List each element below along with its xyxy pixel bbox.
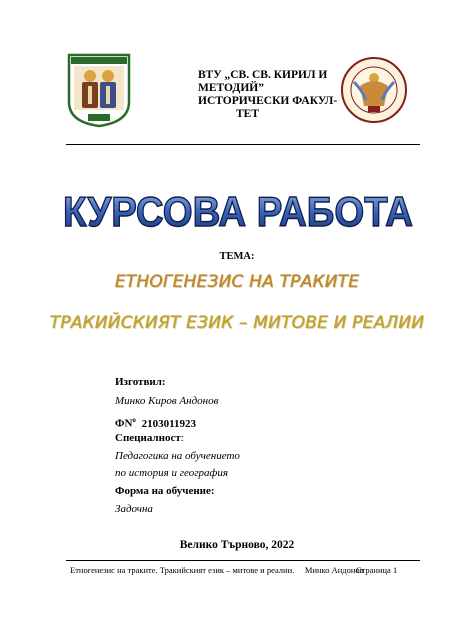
prepared-by-label: Изготвил: <box>115 376 166 388</box>
footer-title: Етногенезис на траките. Тракийският език – митове и реалии. Минко Андонов <box>70 565 364 575</box>
header-line: МЕТОДИЙ” <box>198 82 264 94</box>
main-title <box>60 186 416 238</box>
footer-divider <box>66 560 420 561</box>
fn-value: 2103011923 <box>141 417 197 430</box>
city-year: Велико Търново, 2022 <box>179 539 295 551</box>
fn-label: ФN <box>115 417 133 430</box>
main-title-text: КУРСОВА РАБОТА <box>63 188 413 235</box>
institution-header <box>198 69 348 121</box>
page-number: Страница 1 <box>356 565 398 575</box>
faculty-logo <box>340 56 408 124</box>
specialty-heading <box>115 432 184 445</box>
faculty-number: $ФN^o$ 2103011923 <box>115 416 197 430</box>
header-line: ВТУ „СВ. СВ. КИРИЛ И <box>198 69 328 81</box>
header-divider <box>66 144 420 145</box>
header-line: ИСТОРИЧЕСКИ ФАКУЛ- <box>198 95 338 107</box>
study-form-label: Форма на обучение: <box>115 485 215 497</box>
topic-label: ТЕМА: <box>219 251 255 262</box>
specialty-line: Педагогика на обучението <box>115 450 240 462</box>
specialty-colon: : <box>180 432 184 444</box>
author-name: Минко Киров Андонов <box>115 395 219 407</box>
university-logo <box>66 52 132 128</box>
specialty-label: Специалност <box>115 432 181 444</box>
study-form-value: Задочна <box>115 503 153 515</box>
specialty-line: по история и география <box>115 467 228 479</box>
subtitle-language: ТРАКИЙСКИЯТ ЕЗИК – МИТОВЕ И РЕАЛИИ <box>49 313 425 333</box>
subtitle-ethnogenesis: ЕТНОГЕНЕЗИС НА ТРАКИТЕ <box>114 272 360 292</box>
header-line: ТЕТ <box>236 108 260 120</box>
